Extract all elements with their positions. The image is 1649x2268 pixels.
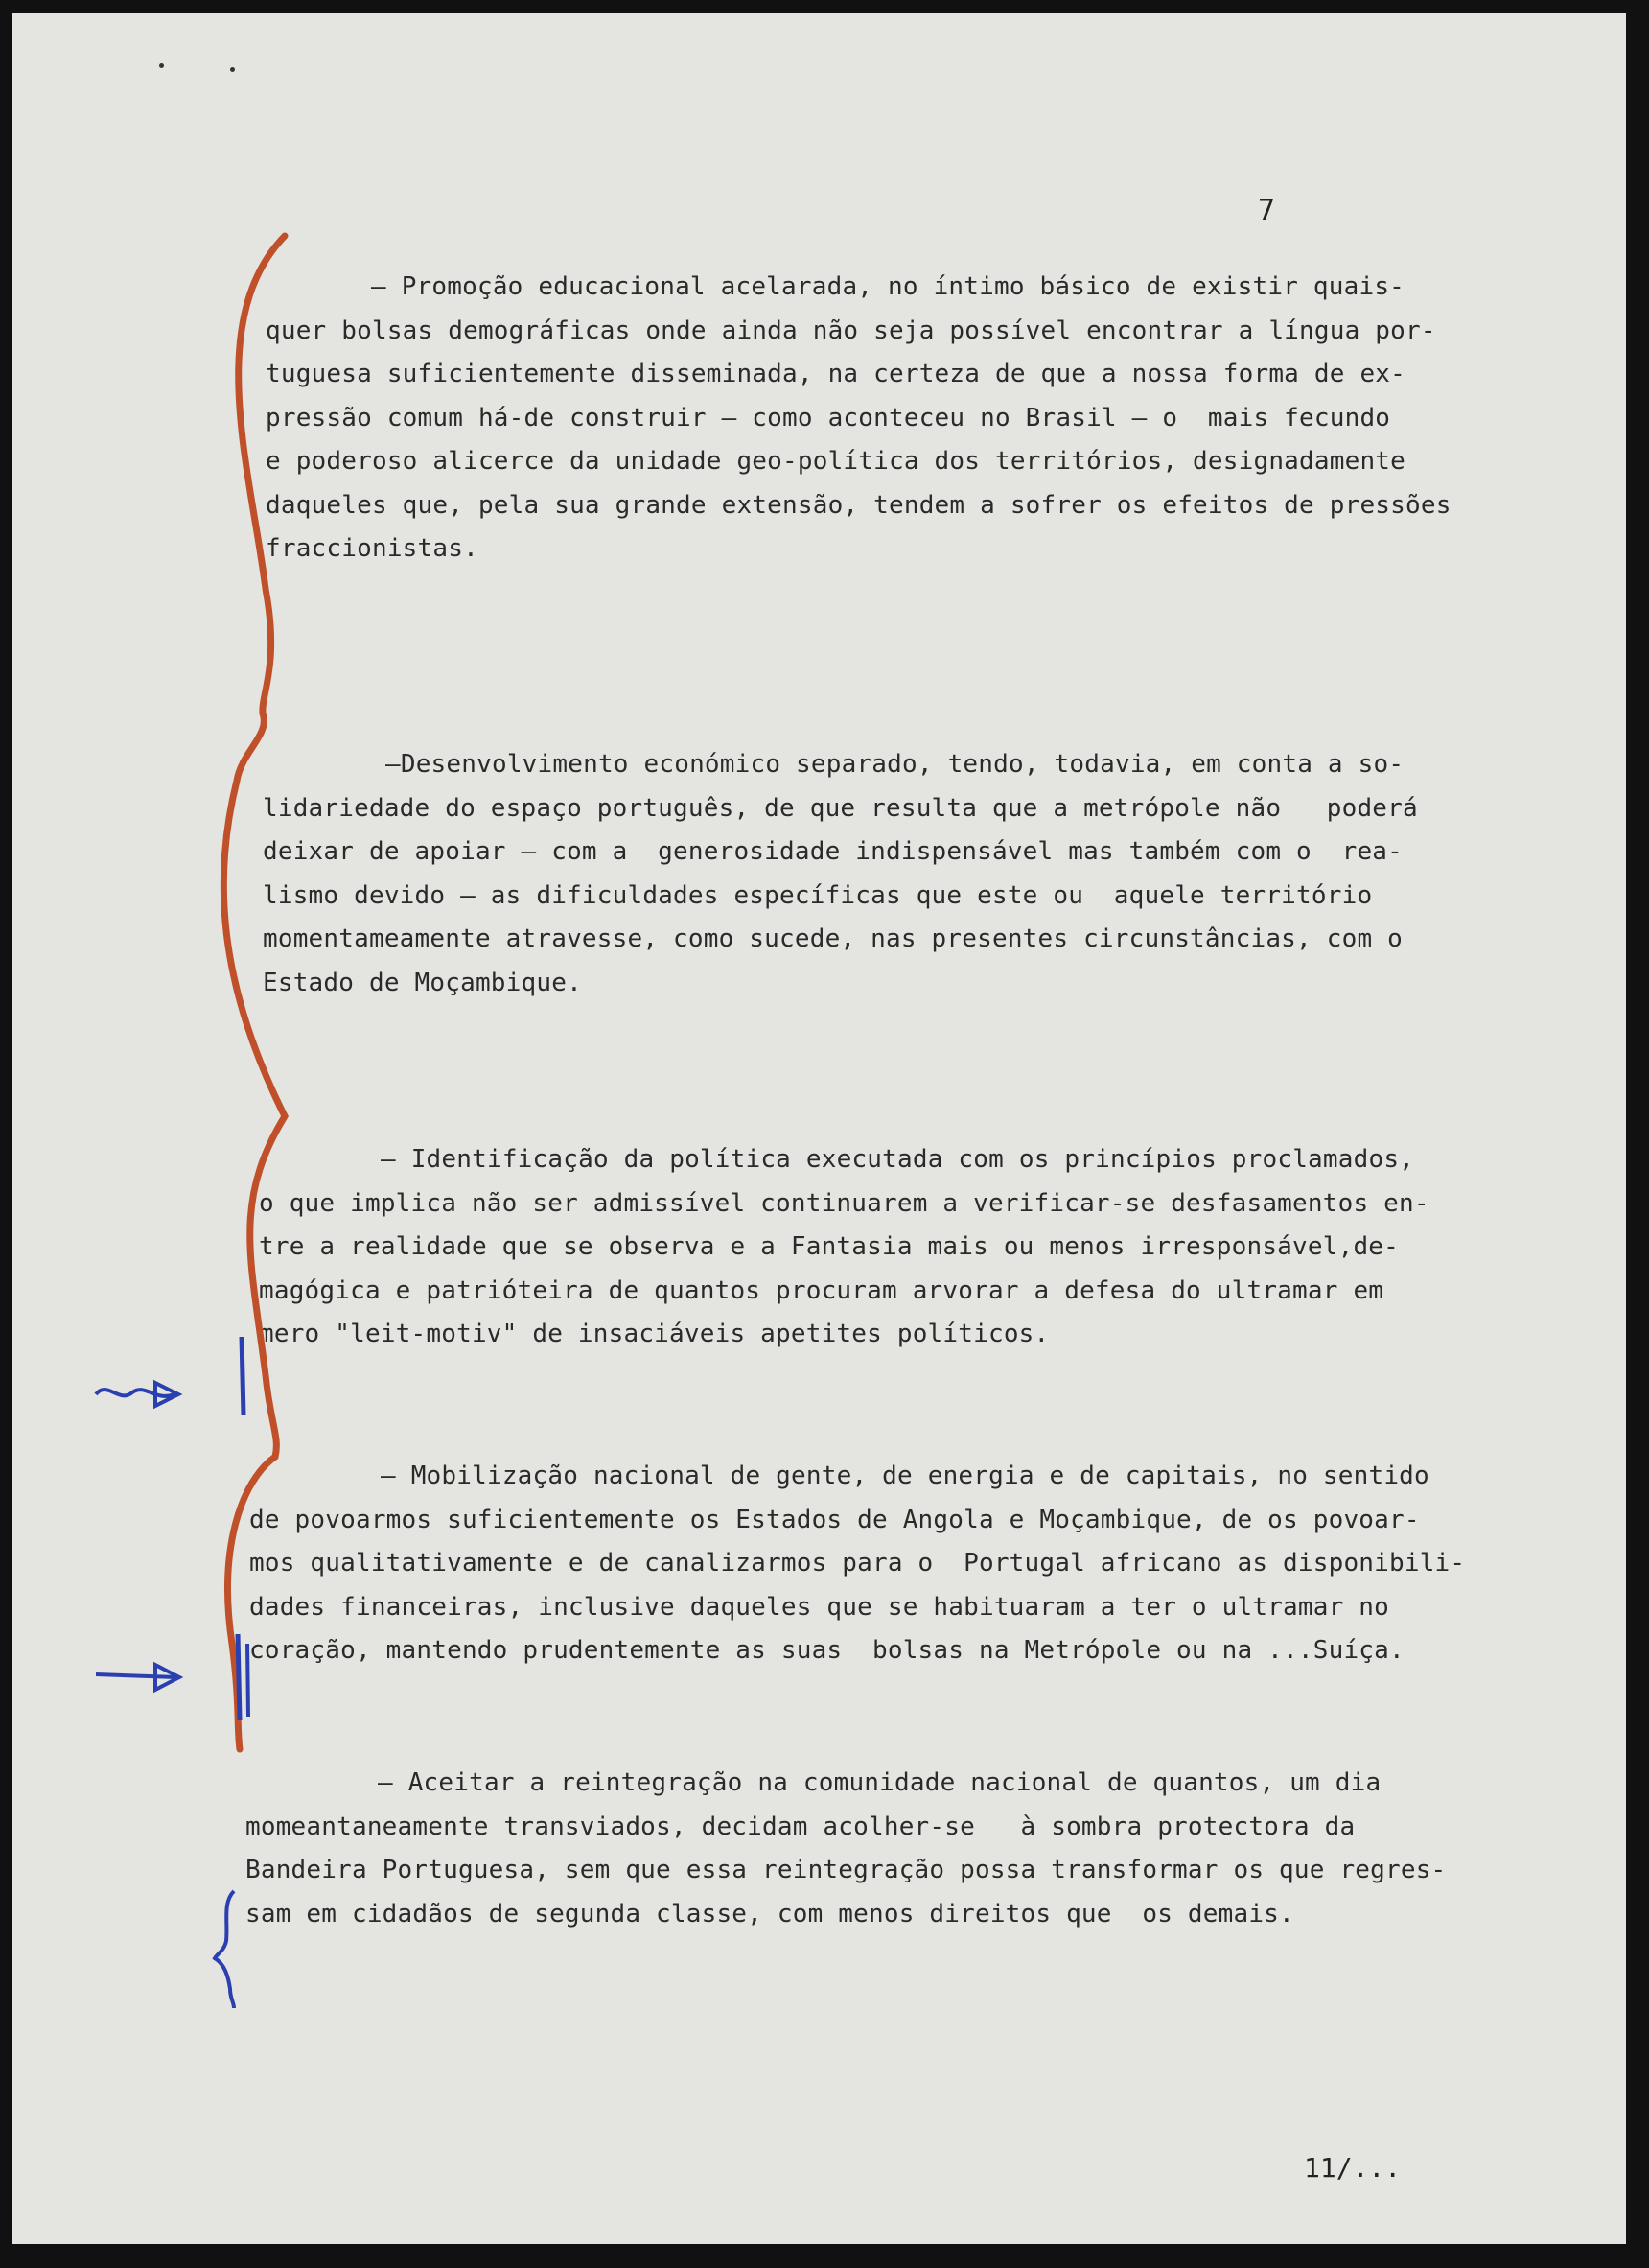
text-line: o que implica não ser admissível continuarem a verificar-se desfasamentos en- [259,1188,1429,1218]
continuation-marker: 11/... [1304,2152,1402,2184]
text-line: momentameamente atravesse, como sucede, nas presentes circunstâncias, com o [263,924,1403,953]
text-line: – Mobilização nacional de gente, de energia e de capitais, no sentido [381,1461,1429,1490]
text-line: lismo devido – as dificuldades específicas que este ou aquele território [263,880,1373,910]
blue-vertical-bar [247,1644,248,1717]
text-line: de povoarmos suficientemente os Estados de Angola e Moçambique, de os povoar- [249,1505,1420,1534]
text-line: – Promoção educacional acelarada, no íntimo básico de existir quais- [371,272,1405,301]
text-line: daqueles que, pela sua grande extensão, tendem a sofrer os efeitos de pressões [266,490,1452,520]
blue-vertical-bar [242,1337,244,1415]
text-line: dades financeiras, inclusive daqueles que se habituaram a ter o ultramar no [249,1592,1389,1622]
text-line: lidariedade do espaço português, de que resulta que a metrópole não poderá [263,793,1418,823]
document-page [12,13,1626,2244]
text-line: e poderoso alicerce da unidade geo-política dos territórios, designadamente [266,447,1405,476]
blue-brace-mark [215,1891,234,2008]
text-line: Estado de Moçambique. [263,968,582,997]
text-line: fraccionistas. [266,534,478,563]
text-line: tuguesa suficientemente disseminada, na certeza de que a nossa forma de ex- [266,360,1405,388]
text-line: sam em cidadãos de segunda classe, com menos direitos que os demais. [245,1899,1294,1929]
page-number: 7 [1258,194,1276,227]
text-line: –Desenvolvimento económico separado, tendo, todavia, em conta a so- [385,750,1405,779]
blue-arrow-mark [96,1383,178,1406]
text-line: – Identificação da política executada com os princípios proclamados, [381,1145,1415,1174]
blue-vertical-bar [238,1634,240,1720]
text-line: mos qualitativamente e de canalizarmos para o Portugal africano as disponibili- [249,1549,1466,1578]
text-line: pressão comum há-de construir – como aconteceu no Brasil – o mais fecundo [266,403,1391,433]
text-line: tre a realidade que se observa e a Fantasia mais ou menos irresponsável,de- [259,1232,1399,1261]
text-line: mero "leit-motiv" de insaciáveis apetites políticos. [259,1320,1050,1348]
text-line: coração, mantendo prudentemente as suas bolsas na Metrópole ou na ...Suíça. [249,1636,1405,1665]
handwritten-annotations [12,13,1626,2244]
text-line: momeantaneamente transviados, decidam acolher-se à sombra protectora da [245,1812,1356,1841]
red-brace-mark [223,236,285,1749]
text-line: magógica e patrióteira de quantos procuram arvorar a defesa do ultramar em [259,1275,1384,1305]
blue-arrow-mark [96,1665,179,1690]
text-line: Bandeira Portuguesa, sem que essa reintegração possa transformar os que regres- [245,1856,1447,1884]
text-line: quer bolsas demográficas onde ainda não seja possível encontrar a língua por- [266,316,1436,345]
text-line: – Aceitar a reintegração na comunidade nacional de quantos, um dia [378,1768,1382,1797]
text-line: deixar de apoiar – com a generosidade indispensável mas também com o rea- [263,837,1403,866]
